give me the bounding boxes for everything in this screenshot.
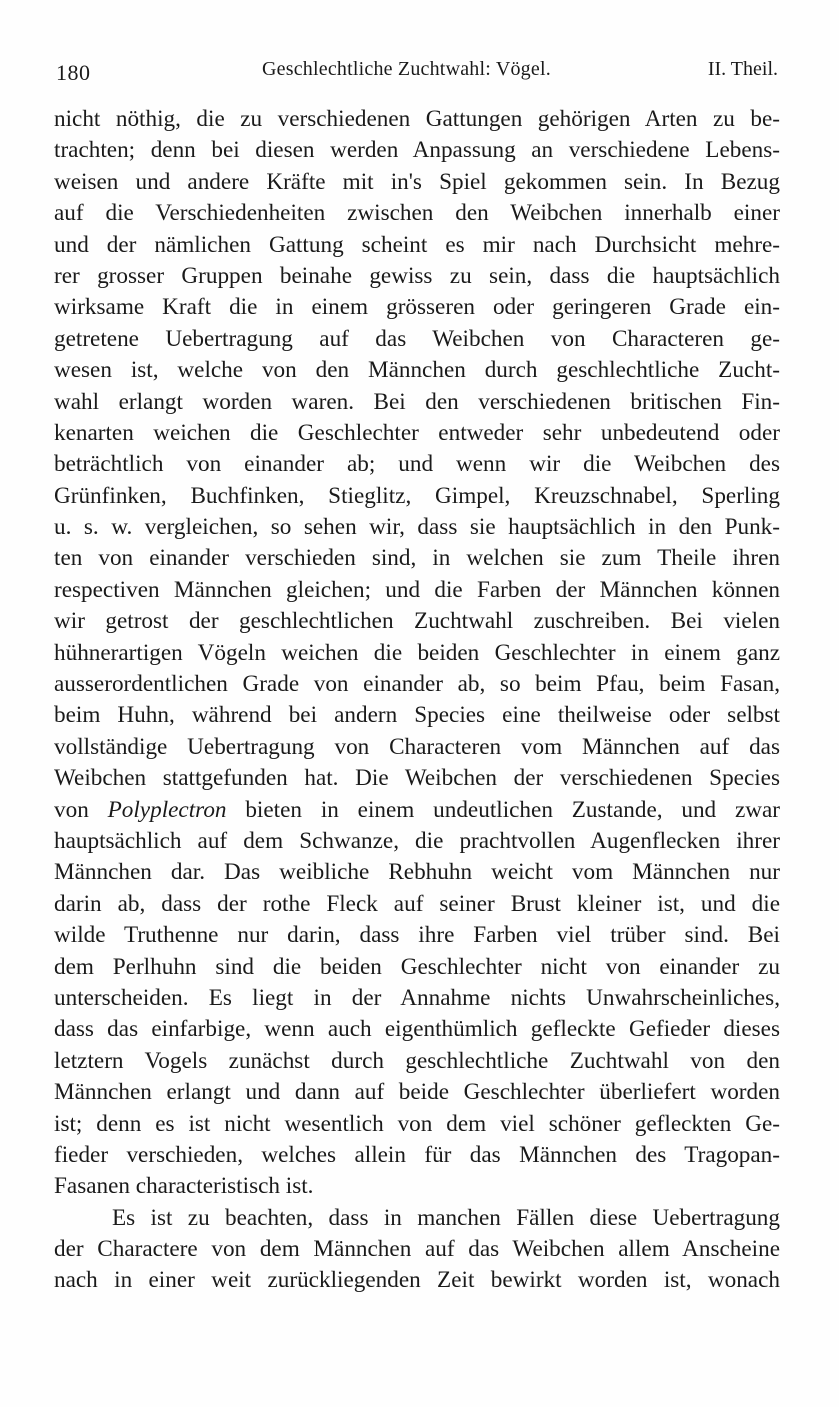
running-title: Geschlechtliche Zuchtwahl: Vögel.	[262, 58, 551, 80]
text-line: dass das einfarbige, wenn auch eigenthümlich gefleckte Gefieder dieses	[54, 1016, 780, 1043]
text-line: Männchen erlangt und dann auf beide Geschlechter überliefert worden	[54, 1079, 780, 1106]
part-label: II. Theil.	[707, 58, 778, 80]
text-line: kenarten weichen die Geschlechter entweder sehr unbedeutend oder	[54, 419, 780, 446]
text-line: Männchen dar. Das weibliche Rebhuhn weicht vom Männchen nur	[54, 859, 780, 886]
body-text	[54, 104, 780, 1297]
line-text-before: von	[54, 796, 108, 823]
text-line: darin ab, dass der rothe Fleck auf seiner Brust kleiner ist, und die	[54, 890, 780, 917]
text-line: beträchtlich von einander ab; und wenn wir die Weibchen des	[54, 451, 780, 478]
text-line: letztern Vogels zunächst durch geschlechtliche Zuchtwahl von den	[54, 1047, 780, 1074]
text-line: rer grosser Gruppen beinahe gewiss zu sein, dass die hauptsächlich	[54, 262, 780, 289]
paragraph-last-line: Fasanen characteristisch ist.	[54, 1173, 314, 1200]
text-line: der Charactere von dem Männchen auf das Weibchen allem Anscheine	[54, 1236, 780, 1263]
text-line: getretene Uebertragung auf das Weibchen von Characteren ge-	[54, 325, 780, 352]
text-line: wir getrost der geschlechtlichen Zuchtwahl zuschreiben. Bei vielen	[54, 608, 780, 635]
text-line: dem Perlhuhn sind die beiden Geschlechter nicht von einander zu	[54, 953, 780, 980]
text-line: Weibchen stattgefunden hat. Die Weibchen der verschiedenen Species	[54, 765, 780, 792]
text-line: hühnerartigen Vögeln weichen die beiden Geschlechter in einem ganz	[54, 639, 780, 666]
text-line: ausserordentlichen Grade von einander ab, so beim Pfau, beim Fasan,	[54, 671, 780, 698]
text-line: trachten; denn bei diesen werden Anpassung an verschiedene Lebens-	[54, 137, 780, 164]
line-text-after: bieten in einem undeutlichen Zustande, und zwar	[226, 796, 780, 823]
text-line-with-italic	[54, 795, 780, 826]
page-header	[56, 58, 780, 88]
text-line: weisen und andere Kräfte mit in's Spiel gekommen sein. In Bezug	[54, 168, 780, 195]
text-line: vollständige Uebertragung von Characteren vom Männchen auf das	[54, 733, 780, 760]
text-line: u. s. w. vergleichen, so sehen wir, dass sie hauptsächlich in den Punk-	[54, 514, 780, 541]
text-line: ten von einander verschieden sind, in welchen sie zum Theile ihren	[54, 545, 780, 572]
text-line: wahl erlangt worden waren. Bei den verschiedenen britischen Fin-	[54, 388, 780, 415]
italic-genus-name: Polyplectron	[107, 796, 227, 823]
text-line: und der nämlichen Gattung scheint es mir nach Durchsicht mehre-	[54, 231, 780, 258]
text-line: wilde Truthenne nur darin, dass ihre Farben viel trüber sind. Bei	[54, 922, 780, 949]
text-line: auf die Verschiedenheiten zwischen den Weibchen innerhalb einer	[54, 200, 780, 227]
text-line: unterscheiden. Es liegt in der Annahme nichts Unwahrscheinliches,	[54, 984, 780, 1011]
page-number: 180	[56, 60, 91, 85]
text-line: nach in einer weit zurückliegenden Zeit bewirkt worden ist, wonach	[54, 1267, 780, 1294]
text-line: wesen ist, welche von den Männchen durch geschlechtliche Zucht-	[54, 357, 780, 384]
paragraph-first-line: Es ist zu beachten, dass in manchen Fällen diese Uebertragung	[112, 1204, 780, 1231]
text-line: Grünfinken, Buchfinken, Stieglitz, Gimpel, Kreuzschnabel, Sperling	[54, 482, 780, 509]
text-line: wirksame Kraft die in einem grösseren oder geringeren Grade ein-	[54, 294, 780, 321]
text-line: respectiven Männchen gleichen; und die Farben der Männchen können	[54, 576, 780, 603]
text-line: ist; denn es ist nicht wesentlich von dem viel schöner gefleckten Ge-	[54, 1110, 780, 1137]
text-line: hauptsächlich auf dem Schwanze, die prachtvollen Augenflecken ihrer	[54, 827, 780, 854]
text-line: fieder verschieden, welches allein für das Männchen des Tragopan-	[54, 1141, 780, 1168]
text-line: beim Huhn, während bei andern Species eine theilweise oder selbst	[54, 702, 780, 729]
text-line: nicht nöthig, die zu verschiedenen Gattungen gehörigen Arten zu be-	[54, 106, 780, 132]
